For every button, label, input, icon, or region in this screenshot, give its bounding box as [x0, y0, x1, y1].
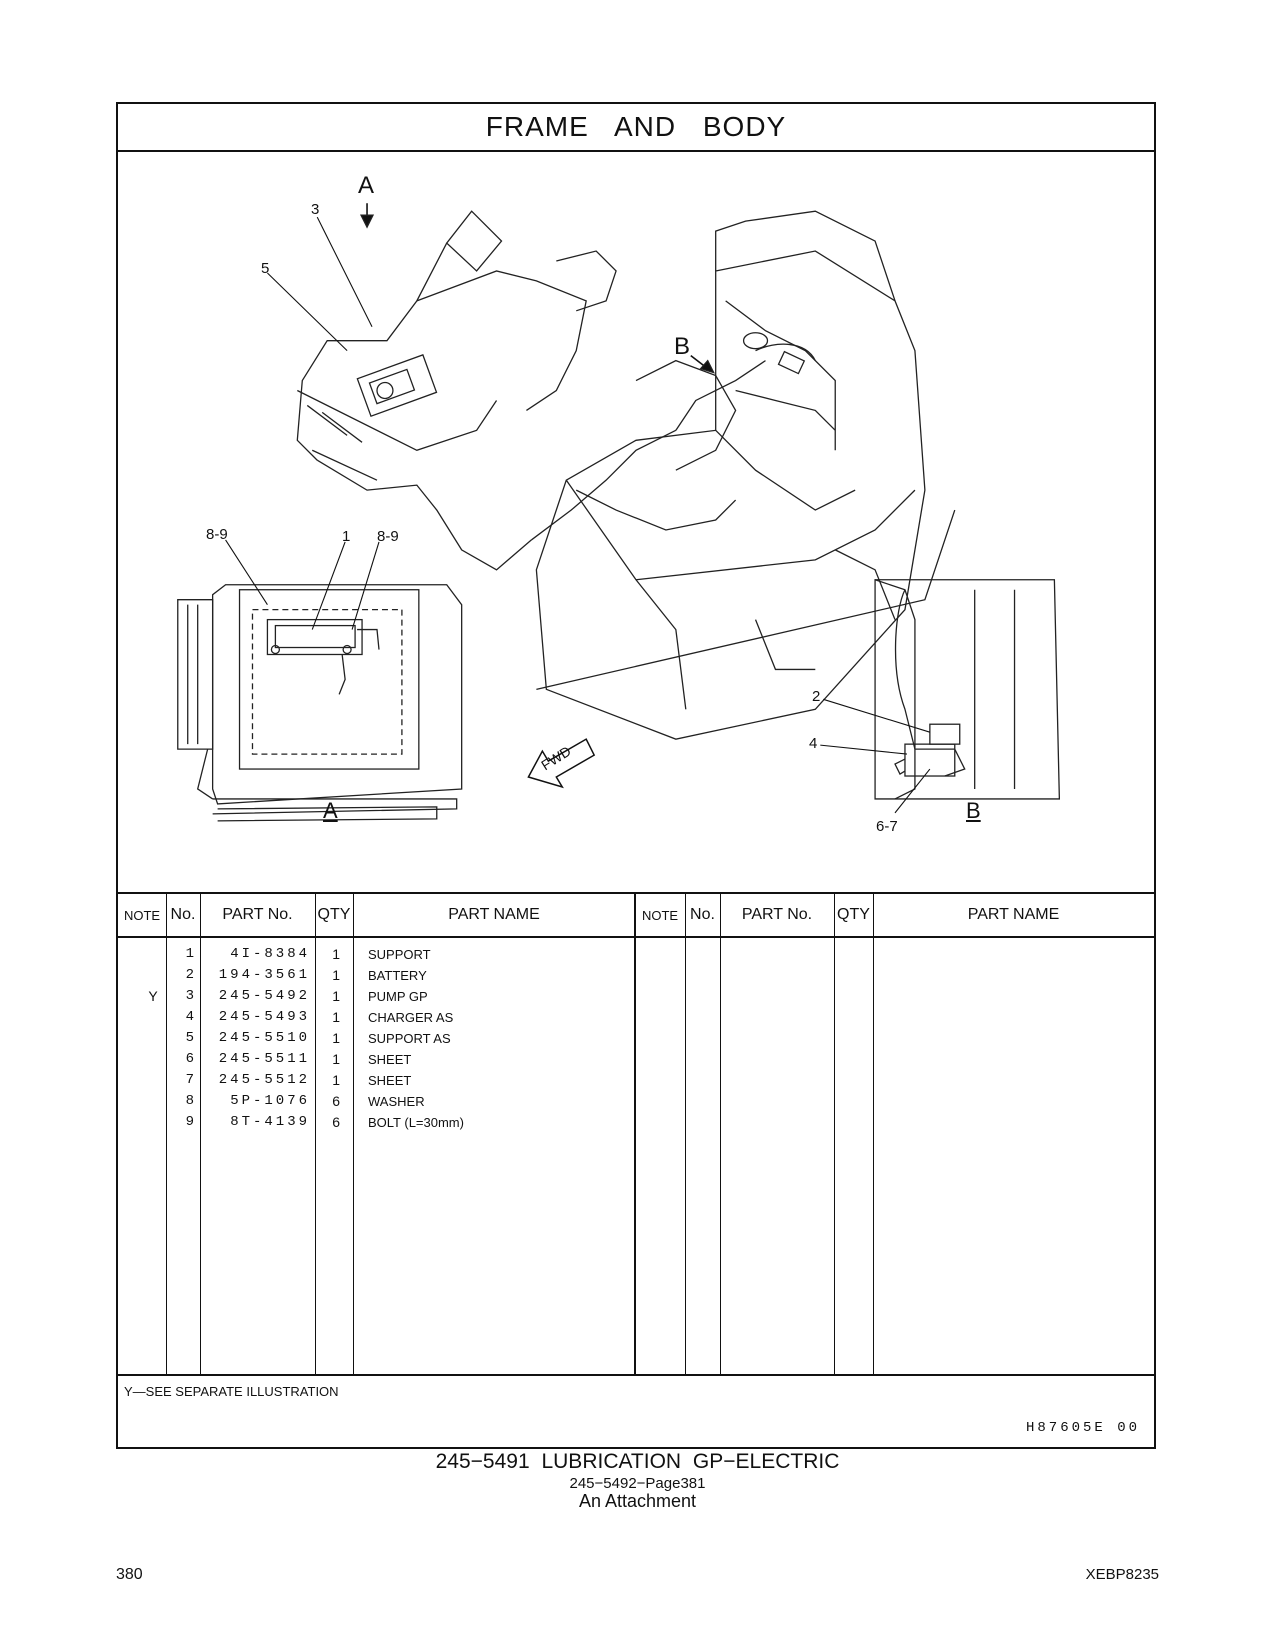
detail-view-a [178, 585, 462, 821]
callout-3: 3 [311, 201, 320, 218]
view-arrow-a [361, 203, 373, 227]
row-note: Y [148, 988, 158, 1004]
row-part-number: 5P-1076 [230, 1093, 310, 1109]
fwd-label: FWD [538, 742, 574, 774]
table-row [118, 944, 634, 965]
row-quantity: 1 [332, 1051, 340, 1067]
table-row [118, 1028, 634, 1049]
header-note-left: NOTE [118, 894, 166, 938]
row-number: 8 [185, 1093, 194, 1109]
view-b-arrow-label: B [674, 333, 691, 360]
illustration-code: H87605E 00 [1025, 1420, 1140, 1436]
callout-4: 4 [809, 735, 818, 752]
row-note [138, 965, 168, 986]
row-number: 3 [185, 988, 194, 1004]
row-quantity: 1 [332, 1030, 340, 1046]
group-caption: 245−5491 LUBRICATION GP−ELECTRIC [435, 1450, 840, 1473]
row-part-number: 245-5493 [218, 1009, 310, 1025]
table-row [118, 986, 634, 1007]
callout-5: 5 [261, 260, 270, 277]
section-title: FRAME AND BODY [118, 104, 1154, 152]
row-part-name: SHEET [368, 1073, 412, 1088]
row-part-number: 4I-8384 [230, 946, 310, 962]
callout-6-7: 6-7 [876, 818, 898, 835]
row-quantity: 1 [332, 946, 340, 962]
row-part-name: SUPPORT [368, 947, 431, 962]
header-note-right: NOTE [635, 894, 685, 938]
callout-2: 2 [812, 688, 821, 705]
header-no-right: No. [685, 894, 720, 938]
page-reference: 245−5492−Page381 [569, 1475, 706, 1492]
row-number: 9 [185, 1114, 194, 1130]
row-part-number: 245-5492 [218, 988, 310, 1004]
row-part-name: CHARGER AS [368, 1010, 454, 1025]
header-partname-left: PART NAME [353, 894, 635, 938]
row-part-name: SUPPORT AS [368, 1031, 451, 1046]
column-divider [685, 894, 686, 1374]
row-note [138, 944, 168, 965]
table-row [118, 965, 634, 986]
column-divider [834, 894, 835, 1374]
row-note [138, 1070, 168, 1091]
row-part-name: PUMP GP [368, 989, 428, 1004]
row-number: 2 [185, 967, 194, 983]
document-id: XEBP8235 [1085, 1566, 1159, 1583]
machine-frame-drawing [297, 211, 954, 739]
row-note [138, 1028, 168, 1049]
parts-page-frame [116, 102, 1156, 1449]
row-number: 7 [185, 1072, 194, 1088]
callout-leaders [226, 217, 930, 813]
row-part-number: 8T-4139 [230, 1114, 310, 1130]
header-partno-left: PART No. [200, 894, 315, 938]
row-part-number: 245-5512 [218, 1072, 310, 1088]
attachment-note: An Attachment [578, 1491, 697, 1511]
row-number: 6 [185, 1051, 194, 1067]
column-divider [873, 894, 874, 1374]
row-note [138, 1112, 168, 1133]
row-part-name: BATTERY [368, 968, 427, 983]
row-number: 1 [185, 946, 194, 962]
header-qty-right: QTY [834, 894, 873, 938]
header-qty-left: QTY [315, 894, 353, 938]
callout-8-9-right: 8-9 [377, 528, 399, 545]
table-row [118, 1049, 634, 1070]
row-note [138, 1007, 168, 1028]
footnote: Y—SEE SEPARATE ILLUSTRATION [124, 1384, 339, 1399]
row-part-number: 245-5510 [218, 1030, 310, 1046]
row-quantity: 1 [332, 1072, 340, 1088]
row-note [138, 1091, 168, 1112]
header-no-left: No. [166, 894, 200, 938]
row-number: 5 [185, 1030, 194, 1046]
row-quantity: 6 [332, 1114, 340, 1130]
column-divider [720, 894, 721, 1374]
row-part-number: 245-5511 [218, 1051, 310, 1067]
row-part-name: WASHER [368, 1094, 425, 1109]
row-quantity: 1 [332, 1009, 340, 1025]
table-row [118, 1091, 634, 1112]
row-number: 4 [185, 1009, 194, 1025]
view-b-caption: B [966, 798, 981, 823]
column-divider [634, 894, 636, 1374]
table-row [118, 1112, 634, 1133]
row-part-number: 194-3561 [218, 967, 310, 983]
row-quantity: 1 [332, 988, 340, 1004]
table-row [118, 1070, 634, 1091]
row-part-name: BOLT (L=30mm) [368, 1115, 464, 1130]
row-note [138, 1049, 168, 1070]
view-a-caption: A [323, 798, 338, 823]
callout-1: 1 [342, 528, 351, 545]
row-part-name: SHEET [368, 1052, 412, 1067]
callout-8-9-left: 8-9 [206, 526, 228, 543]
row-quantity: 1 [332, 967, 340, 983]
parts-illustration [118, 150, 1154, 892]
table-row [118, 1007, 634, 1028]
page-number: 380 [116, 1566, 143, 1583]
parts-table [118, 892, 1154, 1376]
view-a-arrow-label: A [358, 172, 375, 199]
header-partno-right: PART No. [720, 894, 834, 938]
row-quantity: 6 [332, 1093, 340, 1109]
header-partname-right: PART NAME [873, 894, 1154, 938]
